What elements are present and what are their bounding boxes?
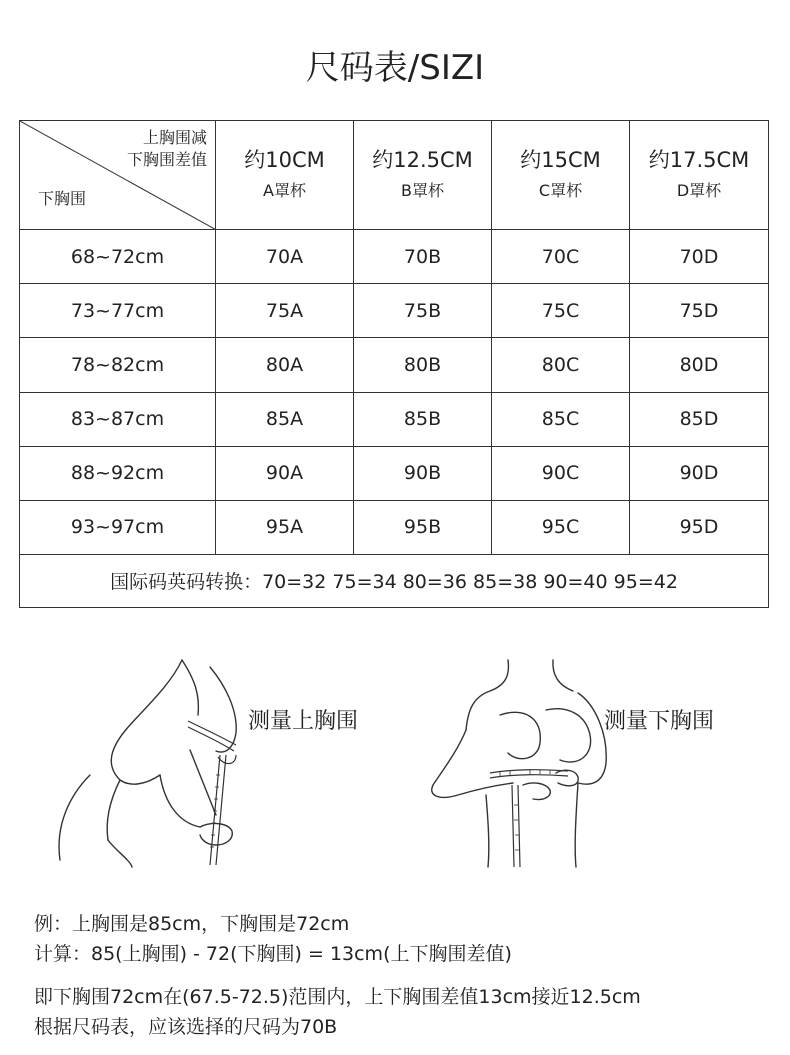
- size-cell: 70A: [216, 230, 354, 284]
- size-cell: 90B: [354, 446, 492, 500]
- conversion-row: [20, 554, 769, 607]
- size-cell: 90C: [492, 446, 630, 500]
- underbust-range-cell: 68~72cm: [20, 230, 216, 284]
- column-header-diff: 约15CM: [520, 148, 601, 173]
- size-cell: 90A: [216, 446, 354, 500]
- page-title: 尺码表/SIZI: [305, 48, 485, 88]
- size-chart-table: [19, 120, 769, 608]
- example-line: 例：上胸围是85cm，下胸围是72cm: [34, 913, 350, 935]
- size-cell: 75A: [216, 284, 354, 338]
- column-header-cup: B罩杯: [401, 181, 444, 201]
- size-cell: 80B: [354, 338, 492, 392]
- table-header-row: [20, 121, 769, 230]
- upper-bust-label: 测量上胸围: [248, 709, 359, 734]
- size-cell: 85A: [216, 392, 354, 446]
- explanation-line: 即下胸围72cm在(67.5-72.5)范围内，上下胸围差值13cm接近12.5cm: [34, 986, 641, 1008]
- column-header-cup: C罩杯: [538, 181, 583, 201]
- size-cell: 80A: [216, 338, 354, 392]
- column-header-c: [492, 121, 630, 230]
- column-header-diff: 约17.5CM: [648, 148, 750, 173]
- corner-top-line1: 上胸围减: [142, 128, 207, 147]
- size-cell: 95C: [492, 500, 630, 554]
- size-cell: 85D: [630, 392, 769, 446]
- size-cell: 85C: [492, 392, 630, 446]
- size-cell: 80C: [492, 338, 630, 392]
- column-header-cup: A罩杯: [263, 181, 306, 201]
- corner-header-top: [127, 127, 207, 171]
- underbust-range-cell: 93~97cm: [20, 500, 216, 554]
- corner-top-line2: 下胸围差值: [126, 150, 207, 169]
- conclusion-line: 根据尺码表，应该选择的尺码为70B: [34, 1016, 338, 1038]
- underbust-range-cell: 78~82cm: [20, 338, 216, 392]
- size-cell: 75B: [354, 284, 492, 338]
- column-header-cup: D罩杯: [676, 181, 722, 201]
- under-bust-label: 测量下胸围: [604, 709, 715, 734]
- upper-bust-measure-illustration: [50, 655, 260, 870]
- column-header-a: [216, 121, 354, 230]
- table-row: [20, 230, 769, 284]
- under-bust-measure-illustration: [428, 655, 618, 870]
- table-row: [20, 338, 769, 392]
- size-cell: 95A: [216, 500, 354, 554]
- underbust-range-cell: 83~87cm: [20, 392, 216, 446]
- size-cell: 70C: [492, 230, 630, 284]
- size-cell: 70B: [354, 230, 492, 284]
- size-cell: 75D: [630, 284, 769, 338]
- table-row: [20, 500, 769, 554]
- size-cell: 80D: [630, 338, 769, 392]
- corner-header-bottom: 下胸围: [38, 189, 87, 209]
- size-cell: 85B: [354, 392, 492, 446]
- table-row: [20, 392, 769, 446]
- conversion-text: 国际码英码转换：70=32 75=34 80=36 85=38 90=40 95=42: [20, 554, 769, 607]
- size-cell: 95B: [354, 500, 492, 554]
- column-header-d: [630, 121, 769, 230]
- size-cell: 75C: [492, 284, 630, 338]
- table-row: [20, 446, 769, 500]
- size-cell: 70D: [630, 230, 769, 284]
- table-row: [20, 284, 769, 338]
- size-cell: 90D: [630, 446, 769, 500]
- column-header-diff: 约12.5CM: [372, 148, 473, 173]
- column-header-b: [354, 121, 492, 230]
- column-header-diff: 约10CM: [244, 148, 325, 173]
- underbust-range-cell: 73~77cm: [20, 284, 216, 338]
- corner-header-cell: [20, 121, 216, 230]
- size-cell: 95D: [630, 500, 769, 554]
- calculation-line: 计算：85(上胸围) - 72(下胸围) = 13cm(上下胸围差值): [34, 943, 512, 965]
- underbust-range-cell: 88~92cm: [20, 446, 216, 500]
